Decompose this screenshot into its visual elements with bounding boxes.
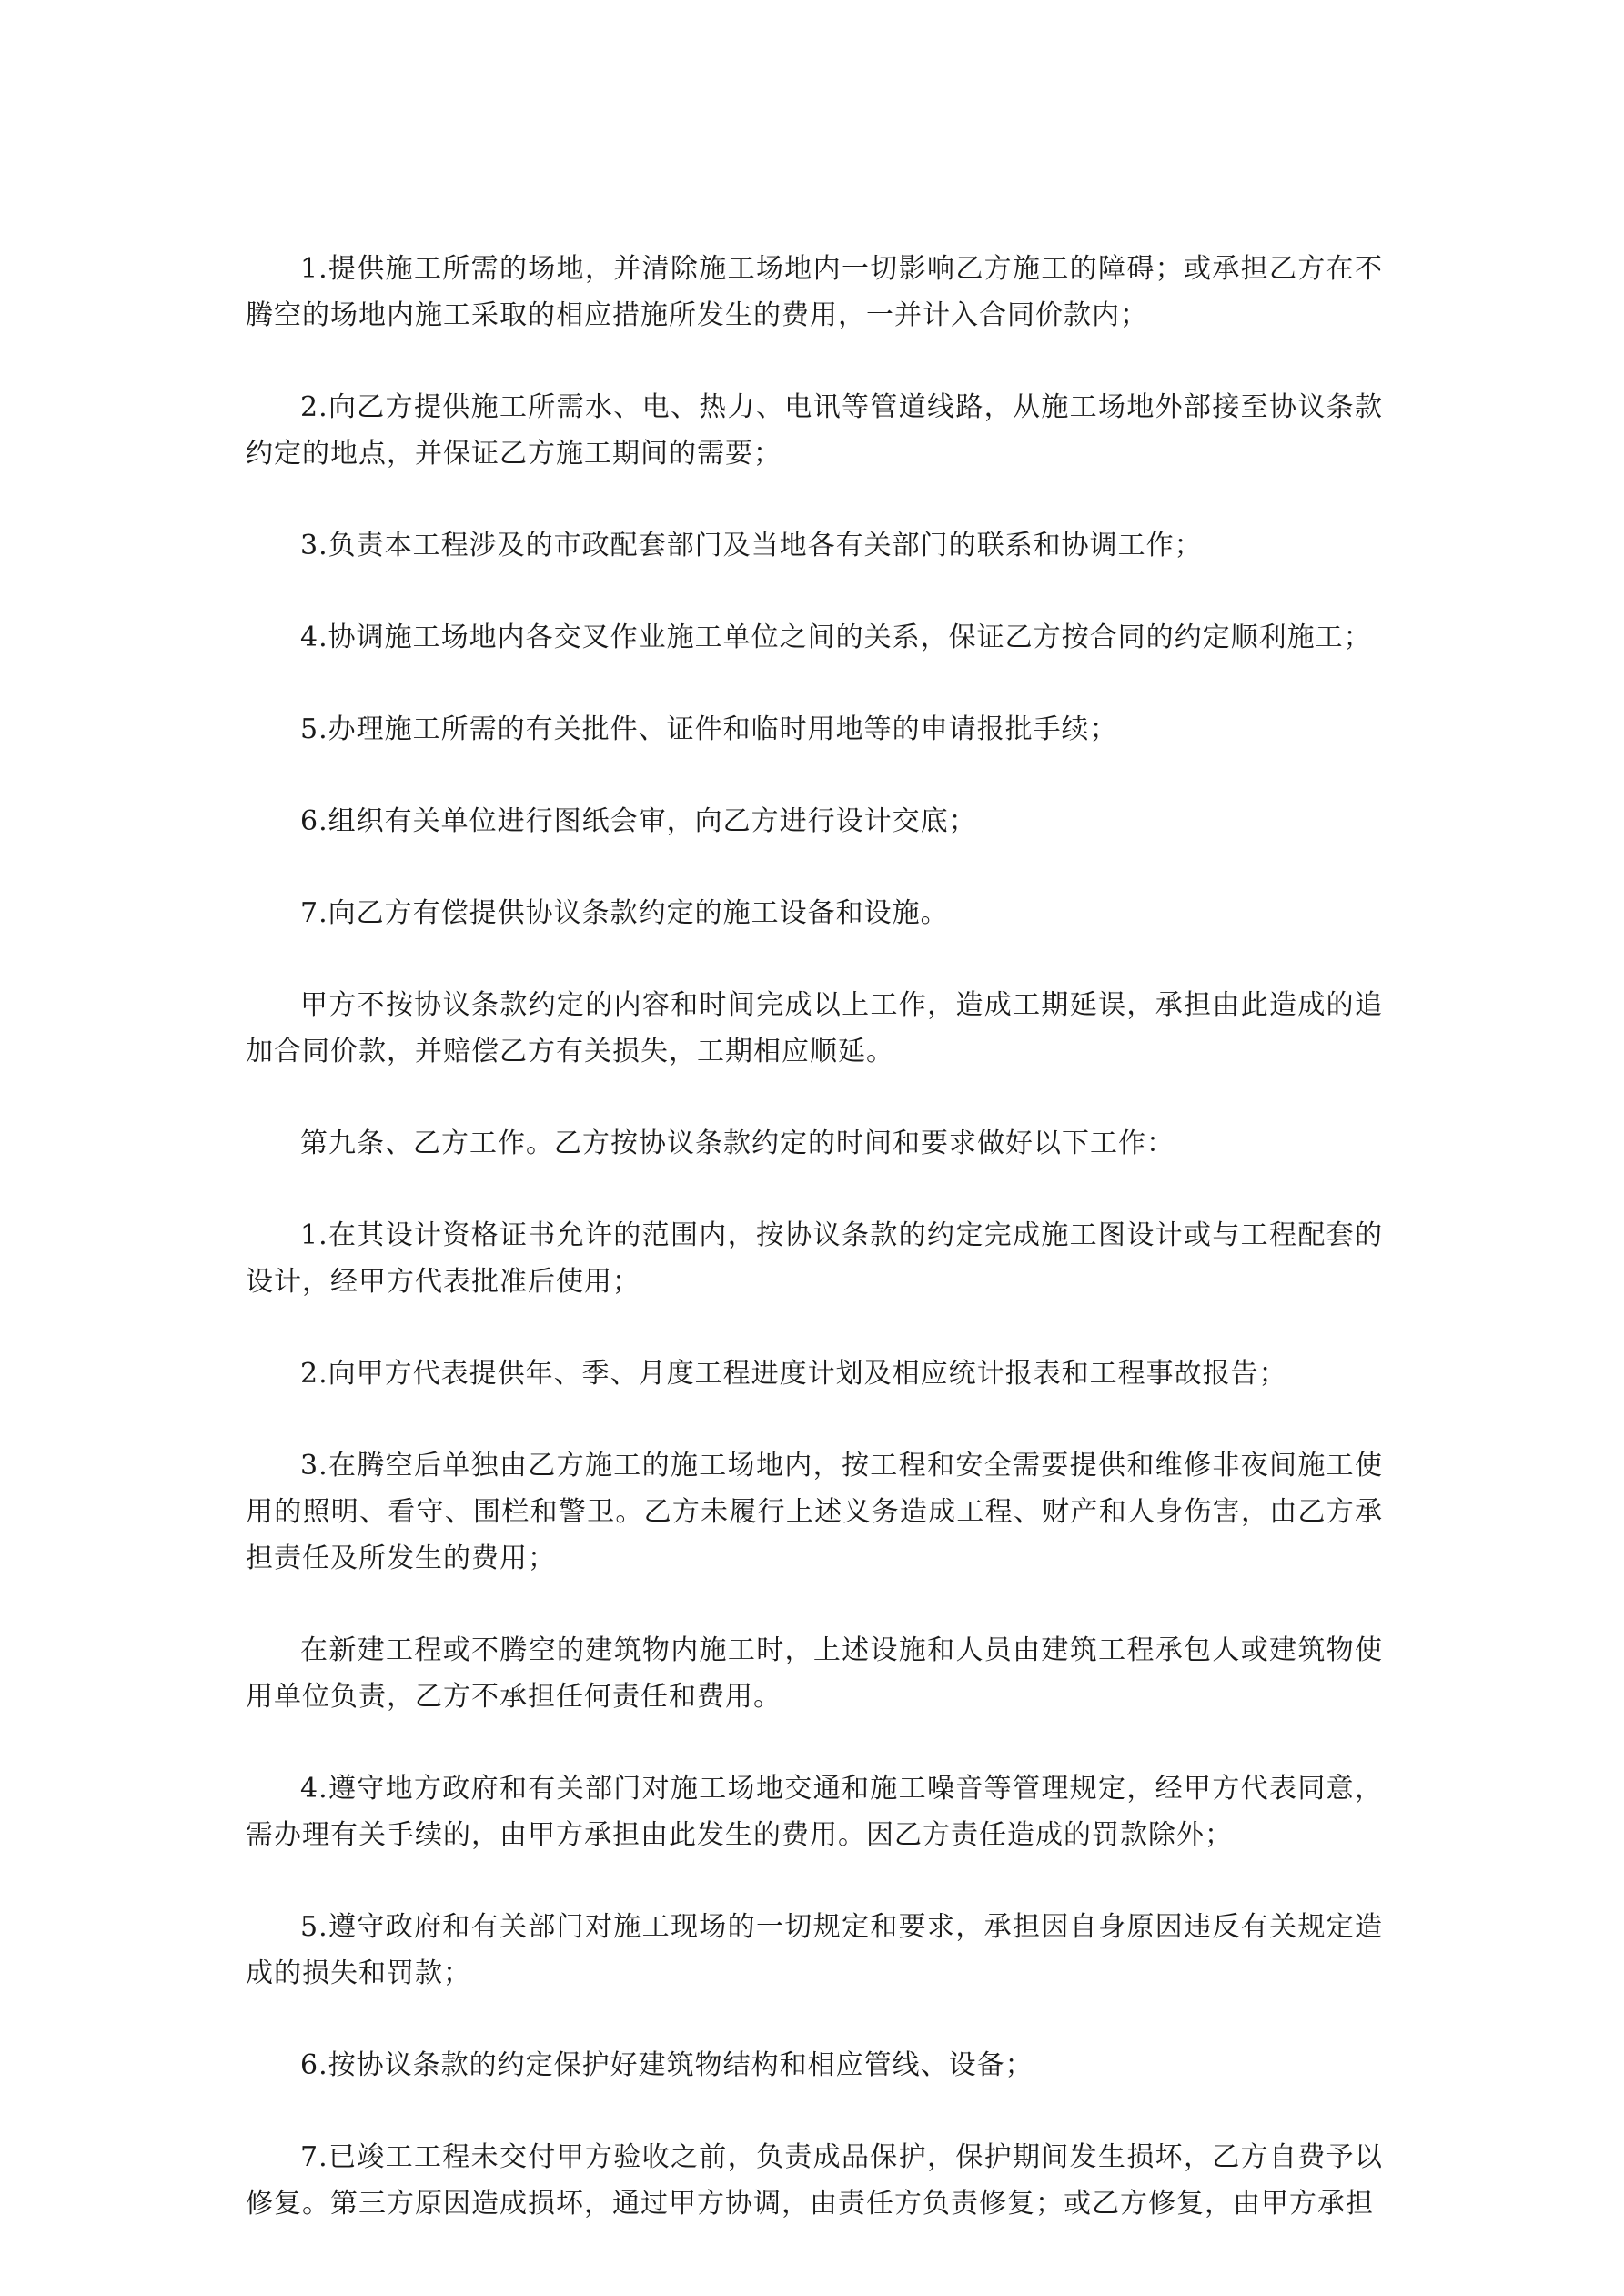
paragraph-17: 7.已竣工工程未交付甲方验收之前，负责成品保护，保护期间发生损坏，乙方自费予以修复。第三方原因造成损坏，通过甲方协调，由责任方负责修复；或乙方修复，由甲方承担 bbox=[246, 2141, 1383, 2220]
paragraph-9: 第九条、乙方工作。乙方按协议条款约定的时间和要求做好以下工作： bbox=[300, 1128, 1175, 1159]
paragraph-4: 4.协调施工场地内各交叉作业施工单位之间的关系，保证乙方按合同的约定顺利施工； bbox=[300, 622, 1372, 653]
paragraph-2: 2.向乙方提供施工所需水、电、热力、电讯等管道线路，从施工场地外部接至协议条款约定的地点，并保证乙方施工期间的需要； bbox=[246, 391, 1383, 470]
paragraph-3: 3.负责本工程涉及的市政配套部门及当地各有关部门的联系和协调工作； bbox=[300, 530, 1203, 561]
paragraph-14: 4.遵守地方政府和有关部门对施工场地交通和施工噪音等管理规定，经甲方代表同意，需办理有关手续的，由甲方承担由此发生的费用。因乙方责任造成的罚款除外； bbox=[246, 1773, 1383, 1851]
document-body bbox=[246, 246, 1383, 2272]
paragraph-11: 2.向甲方代表提供年、季、月度工程进度计划及相应统计报表和工程事故报告； bbox=[300, 1358, 1287, 1390]
paragraph-16: 6.按协议条款的约定保护好建筑物结构和相应管线、设备； bbox=[300, 2049, 1034, 2081]
paragraph-12: 3.在腾空后单独由乙方施工的施工场地内，按工程和安全需要提供和维修非夜间施工使用的照明、看守、围栏和警卫。乙方未履行上述义务造成工程、财产和人身伤害，由乙方承担责任及所发生的费用； bbox=[246, 1450, 1383, 1574]
paragraph-6: 6.组织有关单位进行图纸会审，向乙方进行设计交底； bbox=[300, 805, 977, 837]
paragraph-15: 5.遵守政府和有关部门对施工现场的一切规定和要求，承担因自身原因违反有关规定造成的损失和罚款； bbox=[246, 1911, 1383, 1989]
paragraph-1: 1.提供施工所需的场地，并清除施工场地内一切影响乙方施工的障碍；或承担乙方在不腾空的场地内施工采取的相应措施所发生的费用，一并计入合同价款内； bbox=[246, 253, 1383, 331]
paragraph-8: 甲方不按协议条款约定的内容和时间完成以上工作，造成工期延误，承担由此造成的追加合同价款，并赔偿乙方有关损失，工期相应顺延。 bbox=[246, 989, 1383, 1067]
paragraph-7: 7.向乙方有偿提供协议条款约定的施工设备和设施。 bbox=[300, 897, 949, 929]
paragraph-5: 5.办理施工所需的有关批件、证件和临时用地等的申请报批手续； bbox=[300, 713, 1118, 745]
paragraph-10: 1.在其设计资格证书允许的范围内，按协议条款的约定完成施工图设计或与工程配套的设计，经甲方代表批准后使用； bbox=[246, 1219, 1383, 1298]
paragraph-13: 在新建工程或不腾空的建筑物内施工时，上述设施和人员由建筑工程承包人或建筑物使用单位负责，乙方不承担任何责任和费用。 bbox=[246, 1634, 1383, 1713]
